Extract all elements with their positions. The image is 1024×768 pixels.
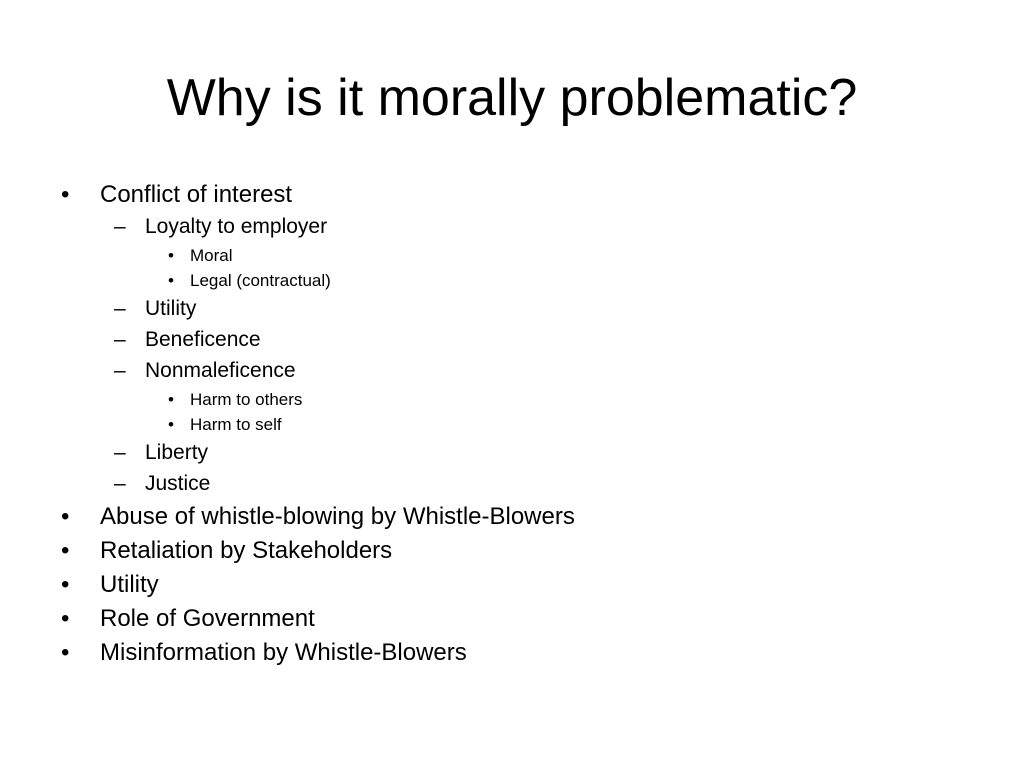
bullet-utility [61,571,159,599]
dash-marker: – [114,359,126,382]
bullet-text: Liberty [145,441,209,464]
bullet-text: Utility [100,571,159,598]
sub-sub-bullet-legal [168,270,331,292]
bullet-misinformation [61,639,467,667]
bullet-text: Misinformation by Whistle-Blowers [100,639,467,666]
bullet-marker: • [61,537,70,564]
sub-bullet-nonmaleficence [114,358,296,384]
sub-sub-bullet-harm-to-others [168,389,303,411]
sub-bullet-loyalty-to-employer [114,214,328,240]
bullet-retaliation [61,537,393,565]
bullet-text: Loyalty to employer [145,215,328,238]
sub-bullet-liberty [114,440,209,466]
sub-bullet-justice [114,471,211,497]
bullet-marker: • [168,415,174,434]
bullet-marker: • [168,390,174,409]
bullet-marker: • [61,639,70,666]
bullet-text: Conflict of interest [100,181,293,208]
dash-marker: – [114,472,126,495]
bullet-marker: • [61,571,70,598]
dash-marker: – [114,297,126,320]
bullet-text: Harm to others [190,390,303,409]
bullet-text: Legal (contractual) [190,271,331,290]
dash-marker: – [114,441,126,464]
bullet-marker: • [168,246,174,265]
bullet-text: Role of Government [100,605,315,632]
sub-sub-bullet-moral [168,245,233,267]
bullet-role-of-government [61,605,315,633]
dash-marker: – [114,328,126,351]
dash-marker: – [114,215,126,238]
bullet-text: Utility [145,297,197,320]
bullet-marker: • [61,503,70,530]
bullet-marker: • [61,605,70,632]
sub-bullet-beneficence [114,327,261,353]
sub-sub-bullet-harm-to-self [168,414,282,436]
bullet-marker: • [168,271,174,290]
bullet-text: Justice [145,472,211,495]
bullet-conflict-of-interest [61,181,293,209]
bullet-text: Moral [190,246,233,265]
bullet-text: Nonmaleficence [145,359,296,382]
bullet-abuse-of-whistle-blowing [61,503,575,531]
bullet-text: Abuse of whistle-blowing by Whistle-Blowers [100,503,575,530]
sub-bullet-utility [114,296,197,322]
bullet-text: Harm to self [190,415,282,434]
bullet-text: Beneficence [145,328,261,351]
bullet-text: Retaliation by Stakeholders [100,537,393,564]
slide-title: Why is it morally problematic? [166,69,858,127]
bullet-marker: • [61,181,70,208]
